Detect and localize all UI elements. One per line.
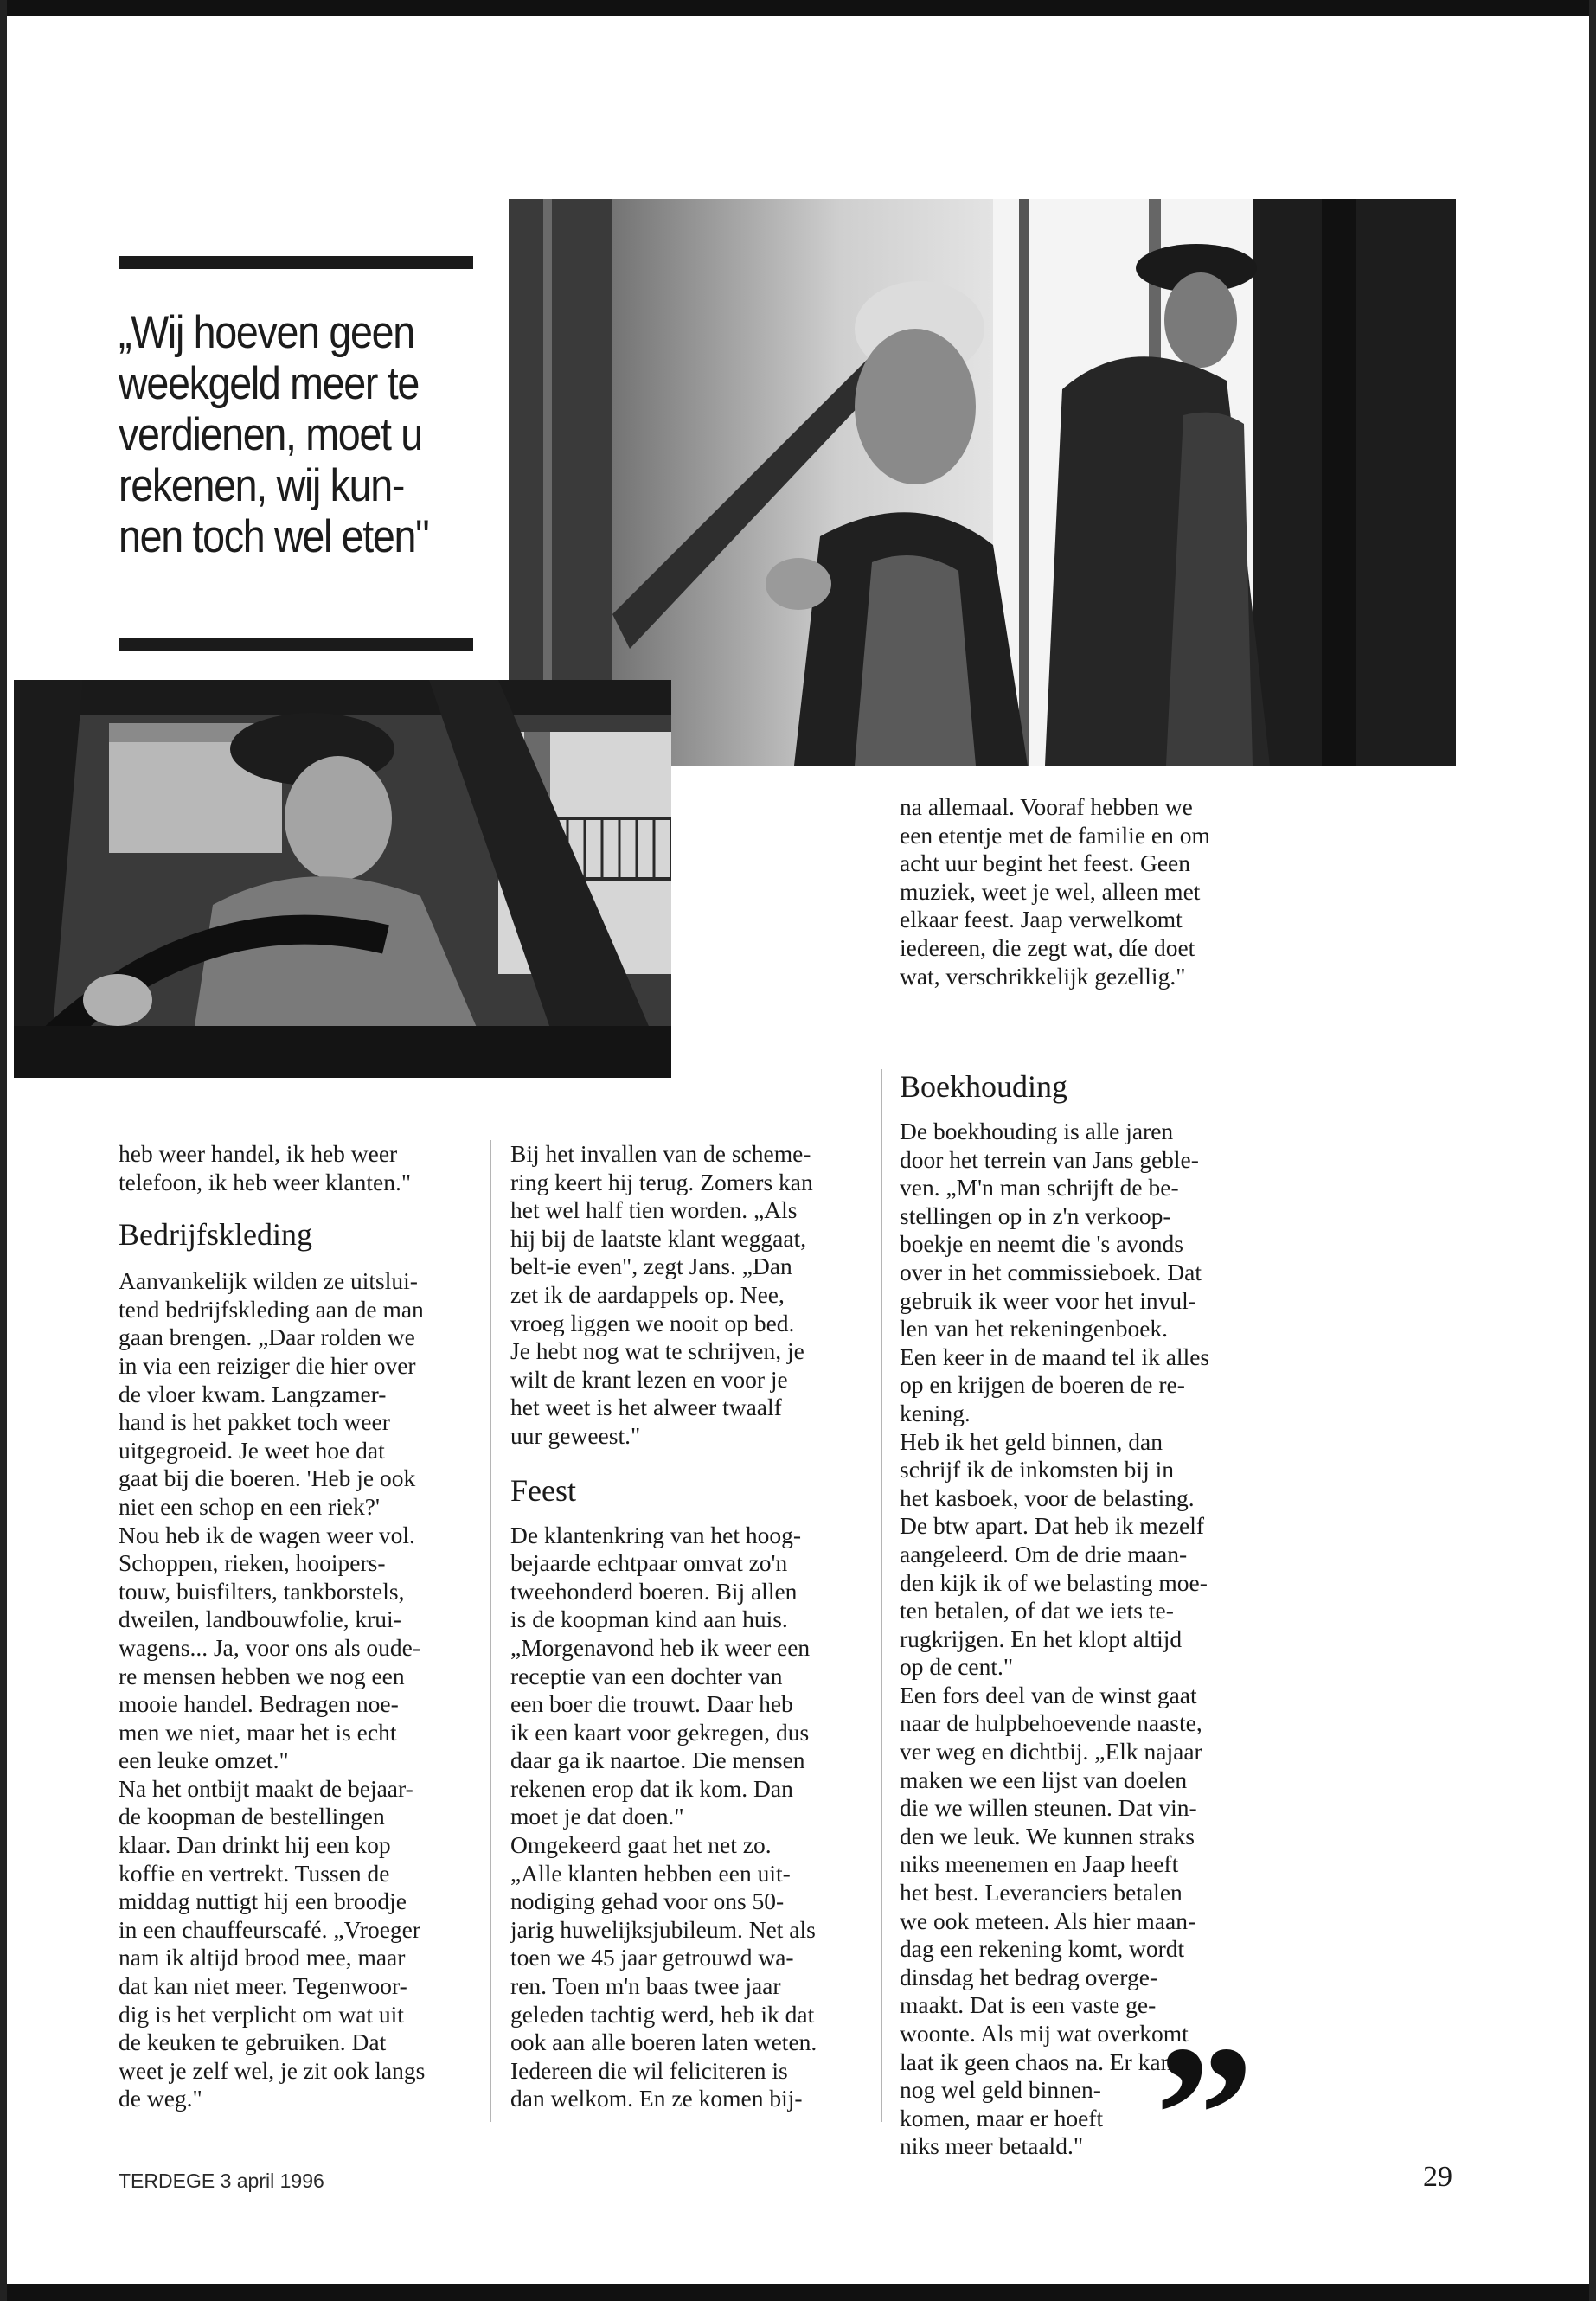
text-line: door het terrein van Jans geble- xyxy=(900,1145,1199,1173)
text-line: gaat bij die boeren. 'Heb je ook xyxy=(119,1465,416,1492)
text-line: Heb ik het geld binnen, dan xyxy=(900,1427,1163,1455)
text-line: touw, buisfilters, tankborstels, xyxy=(119,1577,405,1605)
text-line: den we leuk. We kunnen straks xyxy=(900,1822,1195,1849)
pullquote-rule-top xyxy=(119,256,473,269)
text-line: Schoppen, rieken, hooipers- xyxy=(119,1549,386,1577)
text-line: de koopman de bestellingen xyxy=(119,1803,385,1830)
pullquote-rule-bottom xyxy=(119,638,473,651)
pullquote-line: weekgeld meer te xyxy=(119,358,420,409)
text-line: daar ga ik naartoe. Die mensen xyxy=(510,1747,805,1774)
text-line: ver weg en dichtbij. „Elk najaar xyxy=(900,1738,1202,1766)
text-line: op en krijgen de boeren de re- xyxy=(900,1371,1185,1399)
text-line: belt-ie even", zegt Jans. „Dan xyxy=(510,1253,792,1280)
text-line: maakt. Dat is een vaste ge- xyxy=(900,1991,1157,2019)
text-line: Een fors deel van de winst gaat xyxy=(900,1681,1197,1708)
article-column-3 xyxy=(900,1069,1263,2161)
page-number: 29 xyxy=(1423,2161,1452,2193)
text-line: tweehonderd boeren. Bij allen xyxy=(510,1577,798,1605)
text-line: geleden tachtig werd, heb ik dat xyxy=(510,2000,815,2028)
text-line: den kijk ik of we belasting moe- xyxy=(900,1568,1208,1596)
text-line: gaan brengen. „Daar rolden we xyxy=(119,1324,415,1351)
pullquote xyxy=(119,307,445,562)
text-line: Nou heb ik de wagen weer vol. xyxy=(119,1521,415,1548)
text-line: nog wel geld binnen- xyxy=(900,2076,1101,2104)
text-line: in via een reiziger die hier over xyxy=(119,1351,416,1379)
text-line: maken we een lijst van doelen xyxy=(900,1766,1188,1793)
text-line: ook aan alle boeren laten weten. xyxy=(510,2029,817,2056)
text-line: ring keert hij terug. Zomers kan xyxy=(510,1168,813,1195)
text-line: Een keer in de maand tel ik alles xyxy=(900,1343,1210,1370)
text-line: jarig huwelijksjubileum. Net als xyxy=(510,1915,816,1943)
text-line: wilt de krant lezen en voor je xyxy=(510,1365,788,1393)
text-line: De boekhouding is alle jaren xyxy=(900,1118,1174,1144)
photo-driver-drawing xyxy=(14,680,671,1078)
column-divider xyxy=(881,1069,882,2122)
text-line: zet ik de aardappels op. Nee, xyxy=(510,1280,785,1308)
text-line: het wel half tien worden. „Als xyxy=(510,1196,798,1224)
text-line: moet je dat doen." xyxy=(510,1803,684,1830)
text-line: na allemaal. Vooraf hebben we xyxy=(900,793,1193,820)
text-line: koffie en vertrekt. Tussen de xyxy=(119,1859,390,1887)
text-line: is de koopman kind aan huis. xyxy=(510,1606,788,1633)
column-divider xyxy=(490,1140,491,2122)
text-line: elkaar feest. Jaap verwelkomt xyxy=(900,906,1183,933)
section-heading-feest: Feest xyxy=(510,1472,576,1508)
text-line: wat, verschrikkelijk gezellig." xyxy=(900,962,1186,990)
text-line: over in het commissieboek. Dat xyxy=(900,1258,1202,1285)
text-line: De klantenkring van het hoog- xyxy=(510,1521,802,1548)
article-column-3-intro xyxy=(900,793,1263,990)
text-line: boekje en neemt die 's avonds xyxy=(900,1230,1183,1258)
text-line: laat ik geen chaos na. Er kan xyxy=(900,2048,1173,2075)
text-line: een etentje met de familie en om xyxy=(900,821,1210,849)
text-line: het weet is het alweer twaalf xyxy=(510,1394,782,1421)
text-line: niks meer betaald." xyxy=(900,2132,1084,2160)
text-line: uitgegroeid. Je weet hoe dat xyxy=(119,1436,385,1464)
text-line: ven. „M'n man schrijft de be- xyxy=(900,1174,1179,1202)
text-line: niks meenemen en Jaap heeft xyxy=(900,1850,1179,1878)
text-line: aangeleerd. Om de drie maan- xyxy=(900,1540,1188,1567)
text-line: bejaarde echtpaar omvat zo'n xyxy=(510,1549,788,1577)
section-heading-boekhouding: Boekhouding xyxy=(900,1069,1067,1104)
text-line: hij bij de laatste klant weggaat, xyxy=(510,1224,807,1252)
text-line: dinsdag het bedrag overge- xyxy=(900,1963,1158,1990)
text-line: receptie van een dochter van xyxy=(510,1662,783,1689)
text-line: stellingen op in z'n verkoop- xyxy=(900,1202,1171,1229)
text-line: heb weer handel, ik heb weer xyxy=(119,1140,398,1167)
text-line: rekenen erop dat ik kom. Dan xyxy=(510,1774,793,1802)
scan-edge-bottom xyxy=(0,2284,1596,2301)
text-line: komen, maar er hoeft xyxy=(900,2104,1104,2131)
text-line: nodiging gehad voor ons 50- xyxy=(510,1888,785,1915)
text-line: in een chauffeurscafé. „Vroeger xyxy=(119,1915,421,1943)
text-line: muziek, weet je wel, alleen met xyxy=(900,877,1201,905)
text-line: hand is het pakket toch weer xyxy=(119,1408,390,1436)
text-line: dag een rekening komt, wordt xyxy=(900,1935,1185,1963)
text-line: men we niet, maar het is echt xyxy=(119,1718,397,1746)
text-line: tend bedrijfskleding aan de man xyxy=(119,1295,424,1323)
text-line: de keuken te gebruiken. Dat xyxy=(119,2029,387,2056)
text-line: „Alle klanten hebben een uit- xyxy=(510,1859,791,1887)
section-heading-bedrijfskleding: Bedrijfskleding xyxy=(119,1217,312,1253)
text-line: schrijf ik de inkomsten bij in xyxy=(900,1456,1174,1484)
pullquote-line: „Wij hoeven geen xyxy=(119,307,414,358)
article-column-1 xyxy=(119,1140,482,2113)
text-line: ren. Toen m'n baas twee jaar xyxy=(510,1972,781,2000)
text-line: Bij het invallen van de scheme- xyxy=(510,1140,811,1167)
text-line: Je hebt nog wat te schrijven, je xyxy=(510,1337,804,1365)
text-line: len van het rekeningenboek. xyxy=(900,1315,1169,1343)
text-line: acht uur begint het feest. Geen xyxy=(900,849,1190,877)
text-line: Na het ontbijt maakt de bejaar- xyxy=(119,1774,413,1802)
text-line: gebruik ik weer voor het invul- xyxy=(900,1286,1196,1314)
text-line: telefoon, ik heb weer klanten." xyxy=(119,1168,412,1195)
scan-edge-left xyxy=(0,0,7,2301)
text-line: Iedereen die wil feliciteren is xyxy=(510,2056,788,2084)
text-line: weet je zelf wel, je zit ook langs xyxy=(119,2056,426,2084)
text-line: re mensen hebben we nog een xyxy=(119,1662,405,1689)
text-line: het kasboek, voor de belasting. xyxy=(900,1484,1195,1511)
text-line: woonte. Als mij wat overkomt xyxy=(900,2020,1189,2047)
photo-man-driving xyxy=(14,680,671,1078)
text-line: dat kan niet meer. Tegenwoor- xyxy=(119,1972,407,2000)
text-line: rugkrijgen. En het klopt altijd xyxy=(900,1625,1183,1652)
text-line: Omgekeerd gaat het net zo. xyxy=(510,1831,772,1859)
text-line: nam ik altijd brood mee, maar xyxy=(119,1944,406,1971)
text-line: iedereen, die zegt wat, díe doet xyxy=(900,933,1195,961)
scan-edge-right xyxy=(1589,0,1596,2301)
text-line: middag nuttigt hij een broodje xyxy=(119,1888,407,1915)
text-line: dan welkom. En ze komen bij- xyxy=(510,2085,803,2112)
text-line: naar de hulpbehoevende naaste, xyxy=(900,1709,1202,1737)
text-line: dweilen, landbouwfolie, krui- xyxy=(119,1606,401,1633)
text-line: uur geweest." xyxy=(510,1421,641,1449)
text-line: vroeg liggen we nooit op bed. xyxy=(510,1309,795,1336)
article-column-2 xyxy=(510,1140,874,2113)
scan-edge-top xyxy=(0,0,1596,16)
text-line: toen we 45 jaar getrouwd wa- xyxy=(510,1944,794,1971)
text-line: een leuke omzet." xyxy=(119,1747,289,1774)
text-line: het best. Leveranciers betalen xyxy=(900,1879,1183,1907)
text-line: klaar. Dan drinkt hij een kop xyxy=(119,1831,391,1859)
closing-quote-mark: ” xyxy=(1155,2004,1254,2225)
text-line: ten betalen, of dat we iets te- xyxy=(900,1597,1174,1625)
text-line: een boer die trouwt. Daar heb xyxy=(510,1690,793,1718)
text-line: De btw apart. Dat heb ik mezelf xyxy=(900,1512,1205,1540)
text-line: „Morgenavond heb ik weer een xyxy=(510,1633,811,1661)
pullquote-line: verdienen, moet u xyxy=(119,409,422,460)
text-line: de vloer kwam. Langzamer- xyxy=(119,1380,387,1407)
text-line: ik een kaart voor gekregen, dus xyxy=(510,1718,810,1746)
text-line: op de cent." xyxy=(900,1653,1014,1681)
text-line: de weg." xyxy=(119,2085,202,2112)
text-line: dig is het verplicht om wat uit xyxy=(119,2000,404,2028)
publication-footer: TERDEGE 3 april 1996 xyxy=(119,2170,324,2192)
pullquote-line: nen toch wel eten" xyxy=(119,511,429,562)
text-line: mooie handel. Bedragen noe- xyxy=(119,1690,399,1718)
pullquote-line: rekenen, wij kun- xyxy=(119,460,405,511)
text-line: we ook meteen. Als hier maan- xyxy=(900,1907,1196,1934)
text-line: die we willen steunen. Dat vin- xyxy=(900,1794,1197,1822)
text-line: kening. xyxy=(900,1399,971,1426)
text-line: wagens... Ja, voor ons als oude- xyxy=(119,1633,421,1661)
text-line: niet een schop en een riek?' xyxy=(119,1492,380,1520)
text-line: Aanvankelijk wilden ze uitslui- xyxy=(119,1267,418,1295)
